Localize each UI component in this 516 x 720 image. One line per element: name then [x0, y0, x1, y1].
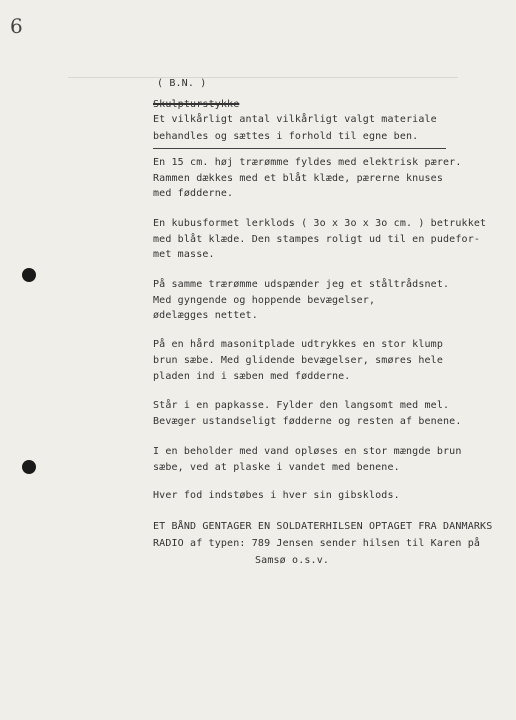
paragraph-line: sæbe, ved at plaske i vandet med benene. [153, 462, 400, 473]
header-line: behandles og sættes i forhold til egne ben. [153, 131, 419, 142]
punch-hole [22, 460, 36, 474]
paragraph-line: En kubusformet lerklods ( 3o x 3o x 3o cm. ) betrukket [153, 218, 487, 229]
paragraph-line: En 15 cm. høj trærømme fyldes med elektrisk pærer. [153, 157, 462, 168]
paragraph-line: Står i en papkasse. Fylder den langsomt med mel. [153, 400, 450, 411]
paragraph-line: med fødderne. [153, 188, 234, 199]
paragraph-line: med blåt klæde. Den stampes roligt ud til en pudefor- [153, 234, 481, 245]
paragraph-line: Rammen dækkes med et blåt klæde, pærerne knuses [153, 173, 444, 184]
paragraph-line: I en beholder med vand opløses en stor mængde brun [153, 446, 462, 457]
paragraph-line: Samsø o.s.v. [255, 555, 330, 566]
paragraph-line: På en hård masonitplade udtrykkes en stor klump [153, 339, 444, 350]
page-number: 6 [10, 14, 23, 38]
paragraph-line: ET BÅND GENTAGER EN SOLDATERHILSEN OPTAGET FRA DANMARKS [153, 521, 493, 532]
paragraph-line: På samme trærømme udspænder jeg et ståltrådsnet. [153, 279, 450, 290]
paragraph-line: ødelægges nettet. [153, 310, 258, 321]
faint-line [68, 77, 458, 78]
paragraph-line: brun sæbe. Med glidende bevægelser, smøres hele [153, 355, 444, 366]
document-code: ( B.N. ) [157, 78, 207, 89]
punch-hole [22, 268, 36, 282]
header-rule [153, 148, 446, 149]
paragraph-line: pladen ind i sæben med fødderne. [153, 371, 351, 382]
paragraph-line: met masse. [153, 249, 215, 260]
header-line: Et vilkårligt antal vilkårligt valgt materiale [153, 114, 437, 125]
paragraph-line: Bevæger ustandseligt fødderne og resten af benene. [153, 416, 462, 427]
paragraph-line: Med gyngende og hoppende bevægelser, [153, 295, 376, 306]
paragraph-line: RADIO af typen: 789 Jensen sender hilsen til Karen på [153, 538, 481, 549]
paragraph-line: Hver fod indstøbes i hver sin gibsklods. [153, 490, 400, 501]
struck-heading: Skulpturstykke [153, 99, 240, 110]
